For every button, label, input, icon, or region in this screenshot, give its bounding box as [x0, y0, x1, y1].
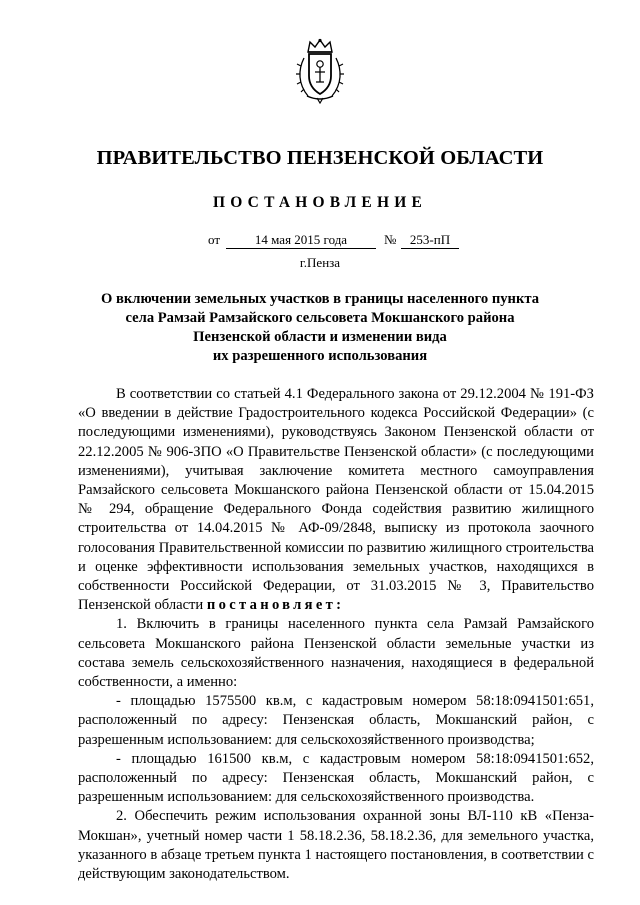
number-prefix: №	[384, 232, 397, 247]
preamble-text: В соответствии со статьей 4.1 Федерального закона от 29.12.2004 № 191-ФЗ «О введении в действие Градостроительного кодекса Российской Федерации» (с последующими изменениями), руководствуясь Законом Пензенской области от 22.12.2005 № 906-ЗПО «О Правительстве Пензенской области» (с последующими изменениями), учитывая заключение комитета местного самоуправления Рамзайского сельсовета Мокшанского района Пензенской области от 15.04.2015 № 294, обращение Федерального Фонда содействия развитию жилищного строительства от 14.04.2015 № АФ-09/2848, выписку из протокола заочного голосования Правительственной комиссии по развитию жилищного строительства и оценке эффективности использования земельных участков, находящихся в собственности Российской Федерации, от 31.03.2015 № 3, Правительство Пензенской области	[78, 386, 594, 614]
organization-title: ПРАВИТЕЛЬСТВО ПЕНЗЕНСКОЙ ОБЛАСТИ	[96, 147, 544, 169]
decree-word: постановляет:	[206, 597, 345, 614]
subject-line: О включении земельных участков в границы населенного пункта	[100, 291, 540, 307]
subject-line: села Рамзай Рамзайского сельсовета Мокшанского района	[125, 310, 515, 326]
item-1-sub-1-paragraph: - площадью 1575500 кв.м, с кадастровым номером 58:18:0941501:651, расположенный по адресу: Пензенская область, Мокшанский район, с разрешенным использованием: для сельскохозяйственного производства;	[78, 693, 594, 748]
item-1-sub-2-paragraph: - площадью 161500 кв.м, с кадастровым номером 58:18:0941501:652, расположенный по адресу: Пензенская область, Мокшанский район, с разрешенным использованием: для сельскохозяйственного производства.	[78, 750, 594, 806]
item-1-paragraph: 1. Включить в границы населенного пункта села Рамзай Рамзайского сельсовета Мокшанского района Пензенской области земельные участки из состава земель сельскохозяйственного назначения, находящиеся в федеральной собственности, а именно:	[78, 616, 594, 691]
city: г.Пенза	[299, 255, 341, 270]
date-prefix: от	[208, 232, 221, 247]
subject-line: их разрешенного использования	[212, 348, 428, 364]
coat-of-arms-icon	[295, 38, 345, 104]
document-type: ПОСТАНОВЛЕНИЕ	[212, 194, 428, 211]
document-number: 253-пП	[401, 232, 459, 249]
document-date: 14 мая 2015 года	[226, 232, 376, 249]
subject-line: Пензенской области и изменении вида	[193, 329, 447, 345]
item-2-paragraph: 2. Обеспечить режим использования охранной зоны ВЛ-110 кВ «Пенза-Мокшан», учетный номер части 1 58.18.2.36, 58.18.2.36, для земельного участка, указанного в абзаце третьем пункта 1 настоящего постановления, в соответствии с действующим законодательством.	[78, 808, 594, 883]
document-body	[78, 385, 594, 884]
preamble-paragraph	[78, 385, 594, 615]
document-subject	[80, 290, 560, 366]
